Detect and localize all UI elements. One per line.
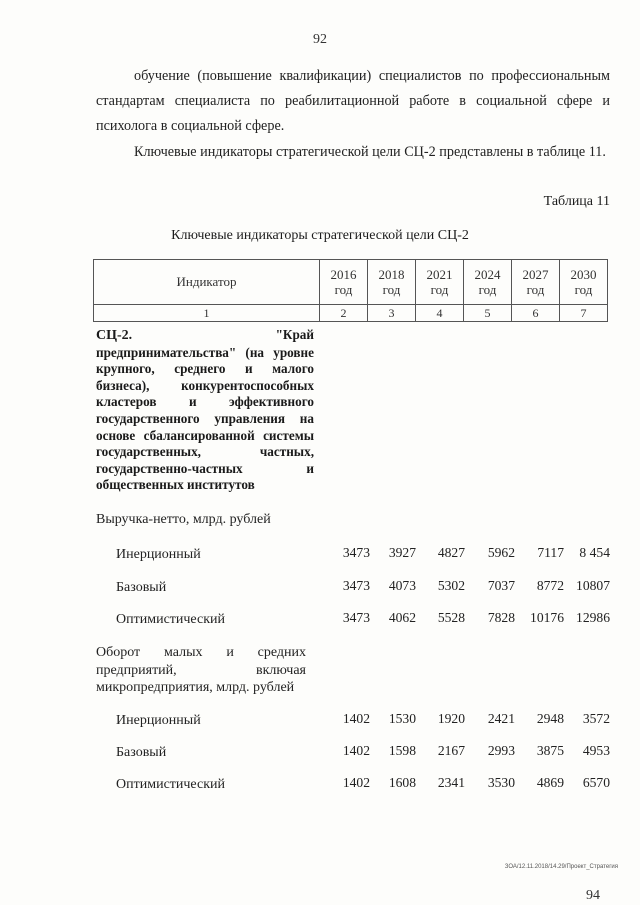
year-header: [416, 260, 464, 305]
column-number: 5: [464, 305, 512, 322]
table-cell: 5302: [437, 578, 465, 593]
year-unit: год: [334, 282, 353, 297]
section-title-revenue: Выручка-нетто, млрд. рублей: [96, 512, 271, 527]
table-label: Таблица 11: [543, 194, 610, 209]
table-cell: 12986: [576, 610, 610, 625]
file-stamp: ЗОА/12.11.2018/14.29/Проект_Стратегия: [504, 864, 618, 870]
table-cell: 10807: [576, 578, 610, 593]
table-cell: 4953: [582, 743, 610, 758]
page-number: 92: [313, 32, 327, 47]
next-page-number: 94: [586, 888, 600, 903]
year-value: 2030: [570, 267, 597, 282]
scenario-label: Инерционный: [116, 547, 201, 562]
column-number: 1: [94, 305, 320, 322]
indicator-column-header: Индикатор: [94, 260, 320, 305]
table-header-row: [94, 260, 608, 305]
table-cell: 1402: [342, 743, 370, 758]
table-cell: 2167: [437, 743, 465, 758]
table-cell: 5962: [487, 545, 515, 560]
table-cell: 4869: [536, 775, 564, 790]
year-unit: год: [526, 282, 545, 297]
table-cell: 4073: [388, 578, 416, 593]
year-value: 2021: [426, 267, 453, 282]
scenario-label: Базовый: [116, 745, 167, 760]
table-cell: 1598: [388, 743, 416, 758]
year-value: 2016: [330, 267, 357, 282]
year-header: [512, 260, 560, 305]
table-cell: 3473: [342, 545, 370, 560]
year-header: [368, 260, 416, 305]
goal-description: "Край предпринимательства" (на уровне крупного, среднего и малого бизнеса), конкурентоспособных кластеров и эффективного государственного управления на основе сбалансированной системы государственных, частных, государственно-частных и общественных институтов: [96, 327, 314, 493]
year-header: [320, 260, 368, 305]
table-cell: 7828: [487, 610, 515, 625]
table-cell: 3572: [582, 711, 610, 726]
table-cell: 2993: [487, 743, 515, 758]
scenario-label: Оптимистический: [116, 612, 225, 627]
table-cell: 2948: [536, 711, 564, 726]
table-cell: 4062: [388, 610, 416, 625]
column-number: 7: [560, 305, 608, 322]
year-value: 2018: [378, 267, 405, 282]
column-number-row: [94, 305, 608, 322]
column-number: 3: [368, 305, 416, 322]
table-cell: 6570: [582, 775, 610, 790]
year-unit: год: [574, 282, 593, 297]
section-title-sme-turnover: Оборот малых и средних предприятий, включая микропредприятия, млрд. рублей: [96, 645, 306, 696]
year-value: 2027: [522, 267, 549, 282]
year-value: 2024: [474, 267, 501, 282]
table-cell: 3875: [536, 743, 564, 758]
column-number: 2: [320, 305, 368, 322]
table-cell: 1608: [388, 775, 416, 790]
year-unit: год: [382, 282, 401, 297]
year-unit: год: [430, 282, 449, 297]
table-cell: 4827: [437, 545, 465, 560]
table-cell: 1402: [342, 775, 370, 790]
table-cell: 10176: [530, 610, 564, 625]
goal-code: СЦ-2.: [96, 328, 133, 343]
table-title: Ключевые индикаторы стратегической цели СЦ-2: [171, 228, 469, 243]
table-cell: 3473: [342, 578, 370, 593]
table-cell: 7037: [487, 578, 515, 593]
table-cell: 1920: [437, 711, 465, 726]
table-cell: 3530: [487, 775, 515, 790]
table-cell: 1402: [342, 711, 370, 726]
column-number: 4: [416, 305, 464, 322]
table-cell: 7117: [537, 545, 564, 560]
intro-paragraph-2: Ключевые индикаторы стратегической цели СЦ-2 представлены в таблице 11.: [134, 144, 606, 160]
table-cell: 2341: [437, 775, 465, 790]
scenario-label: Инерционный: [116, 713, 201, 728]
column-number: 6: [512, 305, 560, 322]
indicator-table-header: [93, 259, 608, 322]
year-unit: год: [478, 282, 497, 297]
table-cell: 8772: [536, 578, 564, 593]
strategic-goal-text: [96, 327, 314, 494]
year-header: [464, 260, 512, 305]
table-cell: 3927: [388, 545, 416, 560]
scenario-label: Оптимистический: [116, 777, 225, 792]
intro-paragraph-1: обучение (повышение квалификации) специалистов по профессиональным стандартам специалиста по реабилитационной работе в социальной сфере и психолога в социальной сфере.: [96, 68, 610, 134]
table-cell: 2421: [487, 711, 515, 726]
table-cell: 3473: [342, 610, 370, 625]
table-cell: 8 454: [579, 545, 610, 560]
table-cell: 5528: [437, 610, 465, 625]
table-cell: 1530: [388, 711, 416, 726]
scenario-label: Базовый: [116, 580, 167, 595]
year-header: [560, 260, 608, 305]
